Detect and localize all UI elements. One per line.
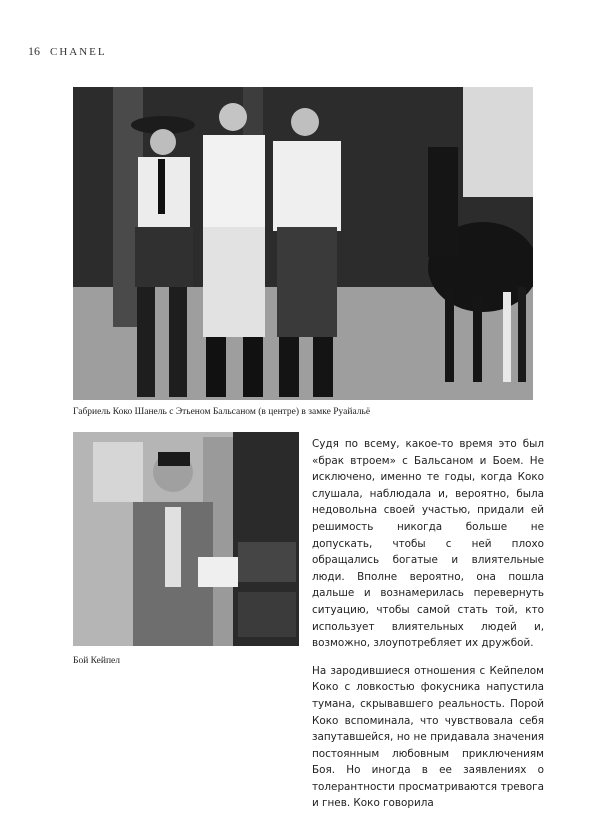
main-photo-caption: Габриель Коко Шанель с Этьеном Бальсаном (в центре) в замке Руайальё xyxy=(73,407,371,417)
body-paragraph: Судя по всему, какое-то время это был «брак втроем» с Бальсаном и Боем. Не исключено, именно те годы, когда Коко слушала, наблюдала и, вероятно, была недовольна своей участью, придали ей решимость никогда больше не допускать, чтобы с ней плохо обращались богатые и влиятельные люди. Вполне вероятно, она пошла дальше и вознамерилась перевернуть ситуацию, чтобы самой стать той, кто использует влиятельных людей и, возможно, злоупотребляет их дружбой. xyxy=(312,438,544,650)
photo-chanel-balsan-image xyxy=(73,87,533,400)
running-head xyxy=(28,44,107,59)
body-text xyxy=(312,436,544,823)
photo-boy-capel xyxy=(73,432,299,646)
photo-boy-capel-image xyxy=(73,432,299,646)
book-title: CHANEL xyxy=(50,46,107,58)
body-paragraph: На зародившиеся отношения с Кейпелом Коко с ловкостью фокусника напустила тумана, скрывавшего реальность. Порой Коко вспоминала, что чувствовала себя запутавшейся, но не придавала значения постоянным любовным приключениям Боя. Но иногда в ее заявлениях о толерантности просматриваются тревога и гнев. Коко говорила xyxy=(312,664,544,810)
page-number: 16 xyxy=(28,44,40,58)
small-photo-caption: Бой Кейпел xyxy=(73,656,120,666)
photo-chanel-balsan xyxy=(73,87,533,400)
